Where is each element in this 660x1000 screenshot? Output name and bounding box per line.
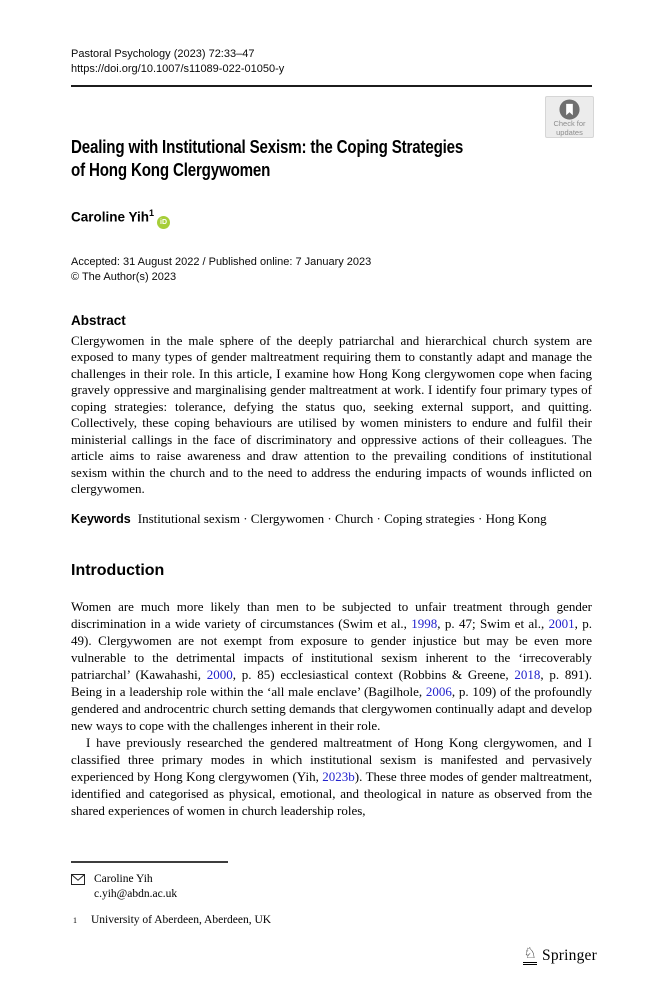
correspondence-name: Caroline Yih (94, 873, 153, 885)
accepted-line: Accepted: 31 August 2022 / Published online: 7 January 2023 (71, 255, 372, 268)
correspondence-info (94, 872, 177, 902)
body-text: , p. 891). Being in a leadership role within the ‘all male enclave’ (Bagilhole, (71, 666, 592, 699)
citation-link[interactable]: 2001 (548, 615, 575, 631)
keywords-line (71, 511, 592, 527)
page-title (71, 136, 592, 182)
affiliation-marker: 1 (73, 916, 77, 925)
body-text: , p. 49). Clergywomen are not exempt from exposure to gender injustice but may be even more vulnerable to the detrimental impacts of institutional sexism inherent to the ‘irrecoverably patriarchal’ (Kawahashi, (71, 615, 593, 682)
body-text: I have previously researched the gendered maltreatment of Hong Kong clergywomen, and I classified three primary modes in which institutional sexism is manifested and pervasively experienced by Hong Kong clergywomen (Yih, (71, 734, 592, 784)
abstract-text: Clergywomen in the male sphere of the deeply patriarchal and hierarchical church system are exposed to many types of gender maltreatment requiring them to constantly adapt and manage the challenges in their role. In this article, I examine how Hong Kong clergywomen cope when facing gravely oppressive and marginalising gender maltreatment at work. I identify four primary types of coping strategies: tolerance, defying the status quo, seeking external support, and quitting. Collectively, these coping behaviours are utilised by women ministers to endure and fulfil their ministerial callings in the face of discriminatory and oppressive actions of their colleagues. The article aims to raise awareness and draw attention to the prevailing conditions of institutional sexism within the church and to the need to address the enduring impacts of wounds inflicted on clergywomen. (71, 332, 592, 496)
section-heading-introduction: Introduction (71, 561, 165, 579)
title-line-2: of Hong Kong Clergywomen (71, 160, 271, 180)
citation-link[interactable]: 2006 (425, 683, 452, 699)
doi-line[interactable]: https://doi.org/10.1007/s11089-022-01050-y (71, 62, 285, 75)
journal-header (71, 47, 592, 76)
body-text: ). These three modes of gender maltreatment, identified and categorised as physical, emotional, and theological in nature as observed from the shared experiences of women in church leadership roles, (71, 768, 592, 818)
intro-paragraph-1 (71, 598, 592, 734)
affiliation-text: University of Aberdeen, Aberdeen, UK (91, 914, 272, 926)
body-text: , p. 109) of the profoundly gendered and androcentric church setting demands that clergywomen continually adapt and develop new ways to cope with the challenges inherent in their role. (71, 683, 592, 733)
body-text: Women are much more likely than men to be subjected to unfair treatment through gender discrimination in a wide variety of circumstances (Swim et al., (71, 598, 592, 631)
publication-dates (71, 255, 592, 285)
author-line (71, 208, 592, 229)
keywords-list: Institutional sexism · Clergywomen · Church · Coping strategies · Hong Kong (137, 510, 547, 526)
body-text: , p. 85) ecclesiastical context (Robbins & Greene, (232, 666, 515, 682)
publisher-name: Springer (542, 947, 597, 964)
correspondence-email[interactable]: c.yih@abdn.ac.uk (94, 888, 178, 900)
body-text: , p. 47; Swim et al., (437, 615, 549, 631)
author-name: Caroline Yih (71, 209, 150, 225)
citation-link[interactable]: 2023b (322, 768, 355, 784)
abstract-heading: Abstract (71, 312, 126, 328)
affiliation-line (71, 913, 592, 928)
orcid-id-icon[interactable]: iD (157, 216, 170, 229)
badge-label: Check for updates (553, 119, 586, 137)
footnote-block (71, 861, 592, 928)
title-line-1: Dealing with Institutional Sexism: the Coping Strategies (71, 137, 464, 157)
bookmark-icon (559, 99, 580, 120)
check-for-updates-badge[interactable] (545, 96, 594, 138)
author-affiliation-marker: 1 (149, 208, 155, 218)
intro-paragraph-2 (71, 734, 592, 819)
springer-knight-icon: ♘ (523, 947, 537, 965)
header-divider (71, 85, 592, 87)
publisher-logo (523, 947, 597, 965)
copyright-line: © The Author(s) 2023 (71, 270, 177, 283)
journal-citation: Pastoral Psychology (2023) 72:33–47 (71, 48, 255, 60)
footnote-divider (71, 861, 228, 863)
envelope-icon (71, 874, 85, 885)
keywords-label: Keywords (71, 511, 131, 526)
citation-link[interactable]: 2018 (514, 666, 541, 682)
citation-link[interactable]: 1998 (411, 615, 438, 631)
citation-link[interactable]: 2000 (206, 666, 233, 682)
